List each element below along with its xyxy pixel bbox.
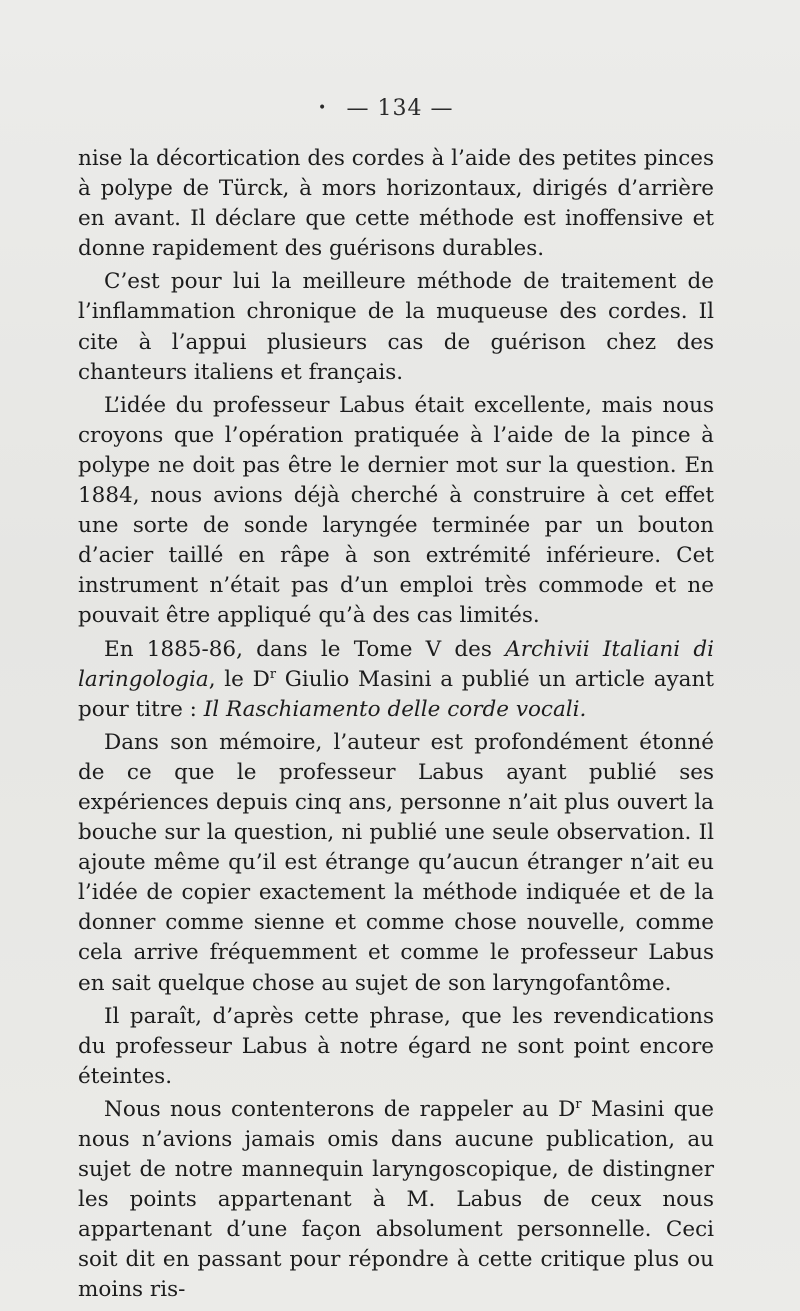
paragraph-2: C’est pour lui la meilleure méthode de traitement de l’inflammation chronique de la muqueuse des cordes. Il cite à l’appui plusieurs cas de guérison chez des chanteurs italiens et français. (78, 269, 714, 385)
paragraph-3: L’idée du professeur Labus était excellente, mais nous croyons que l’opération pratiquée à l’aide de la pince à polype ne doit pas être le dernier mot sur la question. En 1884, nous avions déjà cherché à construire à cet effet une sorte de sonde laryngée terminée par un bouton d’acier taillé en râpe à son extrémité inférieure. Cet instrument n’était pas d’un emploi très commode et ne pouvait être appliqué qu’à des cas limités. (78, 392, 714, 629)
p4-text-c: Giulio Masini a publié un article ayant pour titre : (78, 666, 714, 722)
article-title: Il Raschiamento delle corde vocali. (203, 696, 587, 722)
journal-title: Archivii Italiani di laringologia (78, 636, 714, 692)
paragraph-5: Dans son mémoire, l’auteur est profondément étonné de ce que le professeur Labus ayant publié ses expériences depuis cinq ans, personne n’ait plus ouvert la bouche sur la question, ni publié une seule observation. Il ajoute même qu’il est étrange qu’aucun étranger n’ait eu l’idée de copier exactement la méthode indiquée et de la donner comme sienne et comme chose nouvelle, comme cela arrive fréquemment et comme le professeur Labus en sait quelque chose au sujet de son laryngofantôme. (78, 729, 714, 996)
paragraph-1: nise la décortication des cordes à l’aide des petites pinces à polype de Türck, à mors horizontaux, dirigés d’arrière en avant. Il déclare que cette méthode est inoffensive et donne rapidement des guérisons durables. (78, 146, 714, 262)
paragraph-4 (78, 635, 714, 725)
p4-text-a: En 1885-86, dans le Tome V des (104, 636, 506, 662)
folio-mark: • (318, 100, 328, 116)
body-text (78, 144, 714, 1306)
paragraph-6: Il paraît, d’après cette phrase, que les revendications du professeur Labus à notre égard ne sont point encore éteintes. (78, 1003, 714, 1089)
p4-text-b: , le D (208, 666, 270, 692)
page-number: — 134 — (346, 96, 454, 121)
doctor-superscript-2: r (575, 1096, 582, 1112)
paragraph-7 (78, 1095, 714, 1306)
p7-text-b: Masini que nous n’avions jamais omis dans aucune publication, au sujet de notre mannequin laryngoscopique, de distingner les points appartenant à M. Labus de ceux nous appartenant d’une façon absolument personnelle. Ceci soit dit en passant pour répondre à cette critique plus ou moins ris- (78, 1096, 715, 1303)
doctor-superscript: r (269, 666, 276, 682)
p7-text-a: Nous nous contenterons de rappeler au D (104, 1096, 576, 1122)
page-number-header (0, 96, 800, 121)
